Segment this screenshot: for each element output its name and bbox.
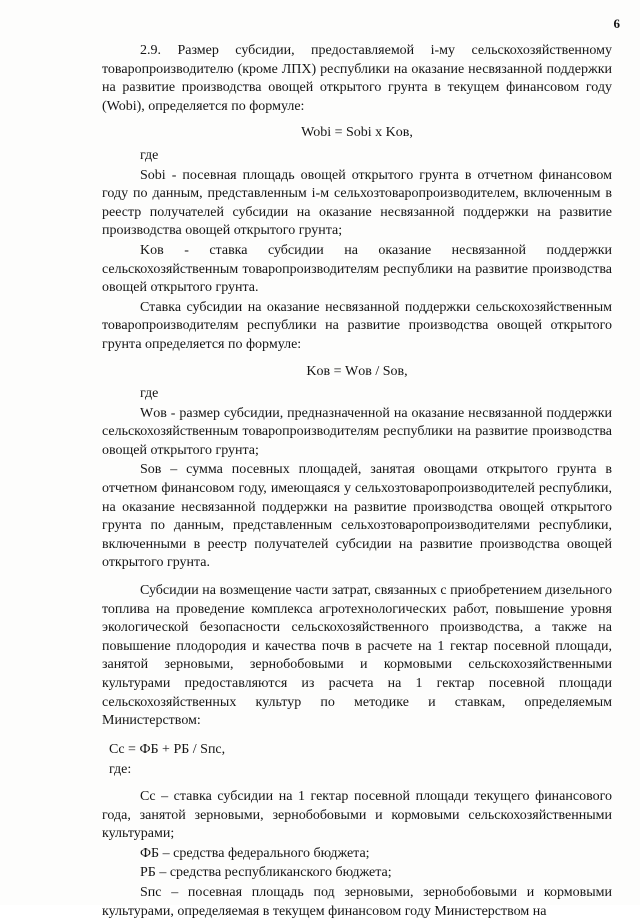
paragraph-rate: Ставка субсидии на оказание несвязанной поддержки сельскохозяйственным товаропроизводителям республики на развитие производства овощей открытого грунта определяется по формуле: (102, 299, 612, 352)
definition-sobi: Sobi - посевная площадь овощей открытого грунта в отчетном финансовом году по данным, представленным i-м сельхозтоваропроизводителем, включенным в реестр получателей субсидии на оказание несвязанной поддержки на развитие производства овощей открытого грунта; (102, 167, 612, 239)
definition-rb: РБ – средства республиканского бюджета; (140, 865, 392, 881)
definition-kov: Kов - ставка субсидии на оказание несвязанной поддержки сельскохозяйственным товаропроизводителям республики на развитие производства овощей открытого грунта. (102, 242, 612, 296)
definition-fb: ФБ – средства федерального бюджета; (140, 845, 370, 861)
document-body (102, 42, 612, 922)
page-number: 6 (613, 16, 620, 31)
formula-wobi: Wobi = Sobi x Kов, (301, 125, 413, 141)
definition-sps: Sпс – посевная площадь под зерновыми, зернобобовыми и кормовыми культурами, определяемая в текущем финансовом году Министерством на (102, 884, 612, 919)
where-label: где: (109, 762, 132, 778)
where-label: где (140, 147, 159, 163)
paragraph-fuel-subsidy: Субсидии на возмещение части затрат, связанных с приобретением дизельного топлива на проведение комплекса агротехнологических работ, повышение уровня экологической безопасности сельскохозяйственного производства, а также на повышение плодородия и качества почв в расчете на 1 гектар посевной площади, занятой зерновыми, зернобобовыми и кормовыми сельскохозяйственными культурами предоставляются из расчета на 1 гектар посевной площади сельскохозяйственных культур по методике и ставкам, определяемым Министерством: (102, 583, 612, 729)
formula-kov: Kов = Wов / Sов, (306, 363, 408, 379)
paragraph-2-9: 2.9. Размер субсидии, предоставляемой i-му сельскохозяйственному товаропроизводителю (кроме ЛПХ) республики на оказание несвязанной поддержки на развитие производства овощей открытого грунта в текущем финансовом году (Wobi), определяется по формуле: (102, 43, 612, 114)
where-label: где (140, 386, 159, 402)
definition-cc: Cc – ставка субсидии на 1 гектар посевной площади текущего финансового года, занятой зерновыми, зернобобовыми и кормовыми сельскохозяйственными культурами; (102, 788, 612, 842)
definition-wov: Wов - размер субсидии, предназначенной на оказание несвязанной поддержки сельскохозяйственным товаропроизводителям республики на развитие производства овощей открытого грунта; (102, 405, 612, 458)
definition-sov: Sов – сумма посевных площадей, занятая овощами открытого грунта в отчетном финансовом году, имеющаяся у сельхозтоваропроизводителей республики, на оказание несвязанной поддержки на развитие производства овощей открытого грунта по данным, представленным сельхозтоваропроизводителями республики, включенными в реестр получателей субсидии на развитие производства овощей открытого грунта. (102, 462, 612, 571)
formula-cc: Cc = ФБ + РБ / Sпс, (109, 741, 226, 757)
